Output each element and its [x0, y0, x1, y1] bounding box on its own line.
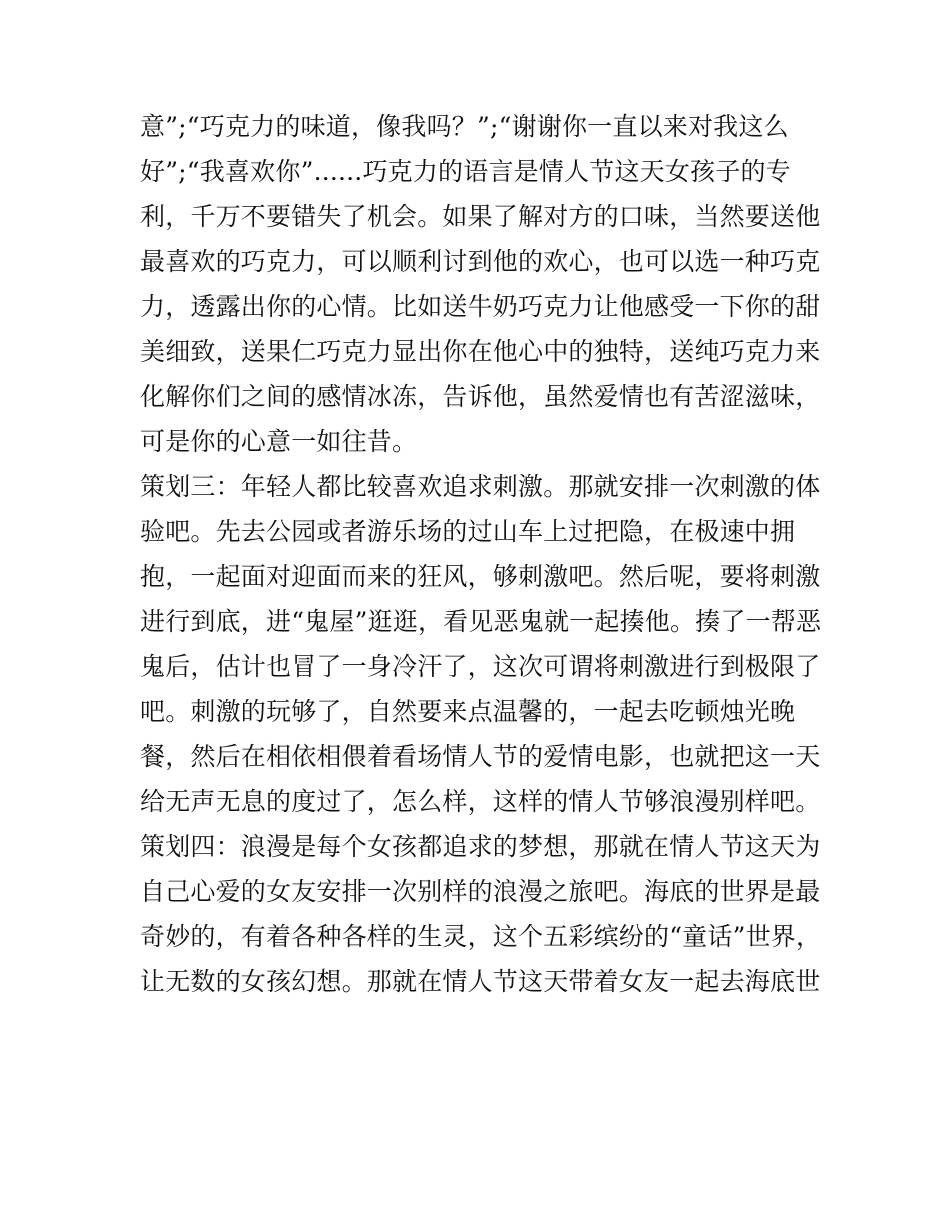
- text-line: 奇妙的，有着各种各样的生灵，这个五彩缤纷的“童话”世界，: [140, 922, 822, 951]
- text-line: 可是你的心意一如往昔。: [140, 427, 418, 456]
- text-line: 化解你们之间的感情冰冻，告诉他，虽然爱情也有苦涩滋味，: [140, 382, 821, 411]
- text-line: 鬼后，估计也冒了一身冷汗了，这次可谓将刺激进行到极限了: [140, 652, 821, 681]
- text-line: 进行到底，进“鬼屋”逛逛，看见恶鬼就一起揍他。揍了一帮恶: [140, 607, 822, 636]
- text-line: 让无数的女孩幻想。那就在情人节这天带着女友一起去海底世: [140, 967, 821, 996]
- text-line: 好”;“我喜欢你”......巧克力的语言是情人节这天女孩子的专: [140, 157, 791, 186]
- text-line: 利，千万不要错失了机会。如果了解对方的口味，当然要送他: [140, 202, 821, 231]
- text-line: 抱，一起面对迎面而来的狂风，够刺激吧。然后呢，要将刺激: [140, 562, 821, 591]
- section-heading-line: 策划三：年轻人都比较喜欢追求刺激。那就安排一次刺激的体: [140, 472, 821, 501]
- text-line: 力，透露出你的心情。比如送牛奶巧克力让他感受一下你的甜: [140, 292, 821, 321]
- text-line: 美细致，送果仁巧克力显出你在他心中的独特，送纯巧克力来: [140, 337, 821, 366]
- section-heading-line: 策划四：浪漫是每个女孩都追求的梦想，那就在情人节这天为: [140, 832, 821, 861]
- text-line: 给无声无息的度过了，怎么样，这样的情人节够浪漫别样吧。: [140, 787, 821, 816]
- text-line: 最喜欢的巧克力，可以顺利讨到他的欢心，也可以选一种巧克: [140, 247, 821, 276]
- text-line: 验吧。先去公园或者游乐场的过山车上过把隐，在极速中拥: [140, 517, 796, 546]
- text-line: 餐，然后在相依相偎着看场情人节的爱情电影，也就把这一天: [140, 742, 821, 771]
- text-line: 自己心爱的女友安排一次别样的浪漫之旅吧。海底的世界是最: [140, 877, 821, 906]
- text-line: 意”;“巧克力的味道，像我吗？”;“谢谢你一直以来对我这么: [140, 112, 789, 141]
- text-line: 吧。刺激的玩够了，自然要来点温馨的，一起去吃顿烛光晚: [140, 697, 796, 726]
- body-text: [140, 104, 820, 1004]
